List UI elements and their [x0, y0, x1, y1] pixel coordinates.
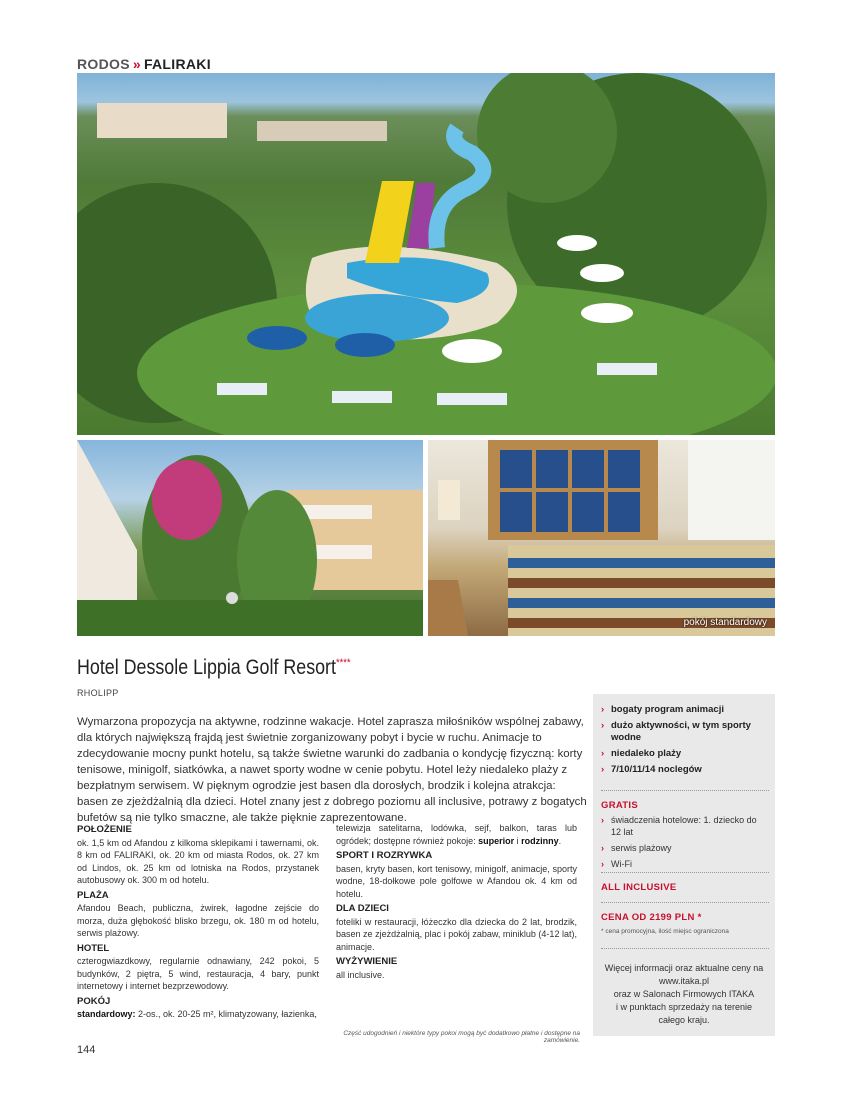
divider: [601, 790, 769, 791]
sidebar-box: [593, 694, 775, 1036]
gratis-text: świadczenia hotelowe: 1. dziecko do 12 lat: [611, 815, 757, 837]
chevron-right-icon: ›: [601, 843, 604, 853]
room-desc-cont: telewizja satelitarna, lodówka, sejf, balkon, taras lub ogródek; dostępne również pokoje:: [336, 823, 577, 846]
photo-room: [428, 440, 775, 636]
list-item: [601, 720, 769, 744]
info-line: Więcej informacji oraz aktualne ceny na: [604, 963, 764, 973]
list-item: [601, 814, 769, 838]
price-note: * cena promocyjna, ilość miejsc ograniczona: [601, 928, 729, 935]
section-title-dzieci: DLA DZIECI: [336, 903, 389, 914]
section-title-hotel: HOTEL: [77, 942, 110, 954]
chevron-right-icon: ›: [601, 764, 605, 775]
highlights-list: [601, 704, 769, 780]
details-column-1: [77, 822, 319, 1024]
breadcrumb-region: RODOS: [77, 56, 130, 72]
info-link[interactable]: www.itaka.pl: [658, 976, 710, 986]
hotel-stars: ****: [335, 657, 351, 669]
room-type-family: rodzinny: [521, 835, 559, 846]
info-line: oraz w Salonach Firmowych ITAKA: [613, 989, 755, 999]
price: CENA OD 2199 PLN *: [601, 912, 702, 923]
hotel-region: RHOLIPP: [77, 688, 119, 698]
board-type: ALL INCLUSIVE: [601, 882, 677, 893]
list-item: [601, 842, 769, 854]
photo-pool: [77, 73, 775, 435]
list-item: [601, 858, 769, 870]
section-text-dzieci: foteliki w restauracji, łóżeczko dla dziecka do 2 lat, brodzik, basen ze zjeżdżalnią, plac i pokój zabaw, miniklub (4-12 lat), animacje.: [336, 916, 577, 952]
section-text-wyzywienie: all inclusive.: [336, 969, 385, 980]
hotel-title: [77, 656, 351, 680]
section-title-pokoj: POKÓJ: [77, 995, 111, 1007]
section-title-wyzywienie: WYŻYWIENIE: [336, 956, 398, 967]
details-column-2: [336, 822, 577, 984]
photo-building: [77, 440, 423, 636]
photo-caption: pokój standardowy: [683, 617, 767, 628]
section-text-pokoj: [77, 1008, 319, 1021]
breadcrumb-city: FALIRAKI: [143, 56, 211, 72]
list-item: [601, 748, 769, 760]
section-title-sport: SPORT I ROZRYWKA: [336, 850, 433, 861]
gratis-text: serwis plażowy: [611, 843, 672, 853]
section-text-pokoj-cont: [336, 822, 577, 847]
section-title-plaza: PLAŻA: [77, 889, 109, 901]
divider: [601, 872, 769, 873]
gratis-list: [601, 814, 769, 874]
section-text-sport: basen, kryty basen, kort tenisowy, minigolf, animacje, sporty wodne, 18-dołkowe pole golfowe w Afandou ok. 4 km od hotelu.: [336, 863, 577, 899]
section-text-polozenie: ok. 1,5 km od Afandou z kilkoma sklepikami i tawernami, ok. 8 km od FALIRAKI, ok. 20 km od miasta Rodos, ok. 27 km od Lindos, ok. 25 km od lotniska na Rodos, przystanek autobusowy ok. 300 m od hotelu.: [77, 837, 319, 885]
section-text-hotel: czterogwiazdkowy, regularnie odnawiany, 242 pokoi, 5 budynków, 2 piętra, 5 wind, restauracja, 4 bary, punkt internetowy i internet bezprzewodowy.: [77, 956, 319, 991]
room-and: i: [514, 835, 522, 846]
footnote: Część udogodnień i niektóre typy pokoi mogą być dodatkowo płatne i dostępne na zamówienie.: [343, 1030, 580, 1044]
section-text-plaza: Afandou Beach, publiczna, żwirek, łagodne zejście do morza, duża głębokość blisko brzegu, ok. 180 m od hotelu, serwis plażowy.: [77, 903, 319, 938]
room-type-superior: superior: [478, 835, 515, 846]
highlight-text: 7/10/11/14 noclegów: [611, 764, 702, 775]
room-desc: 2-os., ok. 20-25 m², klimatyzowany, łazienka,: [135, 1009, 317, 1019]
chevron-right-icon: ›: [601, 815, 604, 825]
list-item: [601, 704, 769, 716]
chevron-right-icon: ›: [601, 859, 604, 869]
chevron-right-icon: ›: [601, 720, 605, 731]
highlight-text: niedaleko plaży: [611, 748, 682, 759]
info-line: i w punktach sprzedaży na terenie: [615, 1002, 753, 1012]
info-line: całego kraju.: [658, 1015, 710, 1025]
room-end: .: [558, 835, 562, 846]
gratis-title: GRATIS: [601, 800, 638, 811]
intro-paragraph: Wymarzona propozycja na aktywne, rodzinne wakacje. Hotel zaprasza miłośników wspólnej zabawy, dla których największą frajdą jest świetnie zorganizowany pobyt i bycie w ruchu. Animacje to zdecydowanie mocny punkt hotelu, są także świetne warunki do zadbania o kondycję fizyczną: korty tenisowe, minigolf, siatkówka, a nawet sporty wodne w cenie pobytu. Hotel leży niedaleko plaży z bezpłatnym serwisem. W pięknym ogrodzie jest basen dla dorosłych, brodzik i kolejna atrakcja: basen ze zjeżdżalnią dla dzieci. Hotel znany jest z dobrego poziomu all inclusive, potrawy z bogatych bufetów są nie tylko smaczne, ale także pięknie zaprezentowane.: [77, 716, 587, 824]
divider: [601, 948, 769, 949]
highlight-text: bogaty program animacji: [611, 704, 724, 715]
divider: [601, 902, 769, 903]
hotel-name: Hotel Dessole Lippia Golf Resort: [77, 656, 336, 679]
list-item: [601, 764, 769, 776]
chevron-right-icon: ›: [601, 748, 605, 759]
chevron-right-icon: ›: [601, 704, 605, 715]
page-number: 144: [77, 1044, 96, 1056]
room-type-label: standardowy:: [77, 1009, 136, 1019]
info-text: [603, 962, 765, 1027]
highlight-text: dużo aktywności, w tym sporty wodne: [611, 720, 751, 743]
breadcrumb-separator: »: [132, 56, 141, 72]
breadcrumb: [77, 56, 211, 72]
section-title-polozenie: POŁOŻENIE: [77, 824, 132, 835]
gratis-text: Wi-Fi: [611, 859, 632, 869]
